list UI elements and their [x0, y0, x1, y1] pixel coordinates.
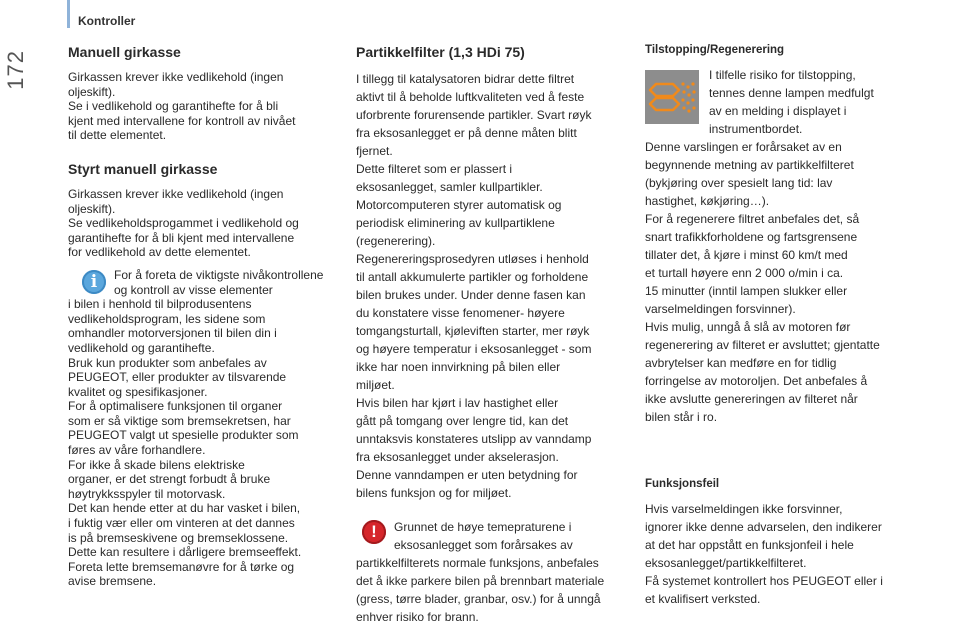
- piloted-gearbox-heading: Styrt manuell girkasse: [68, 160, 218, 177]
- particle-filter-heading: Partikkelfilter (1,3 HDi 75): [356, 44, 525, 60]
- clogging-heading: Tilstopping/Regenerering: [645, 44, 785, 56]
- warning-note-text: Grunnet de høye temepraturene i eksosanlegget som forårsakes av partikkelfilterets normale funksjons, anbefales det å ikke parkere bilen på brennbart materiale (gress, tørre blader, granbar, osv.) for å unngå enhver risiko for brann.: [356, 520, 605, 624]
- piloted-gearbox-text: Girkassen krever ikke vedlikehold (ingen oljeskift). Se vedlikeholdsprogammet i vedlikehold og garantihefte for å bli kjent med intervallene for vedlikehold av dette elementet.: [68, 186, 299, 260]
- section-label: Kontroller: [78, 14, 136, 28]
- lamp-description: I tilfelle risiko for tilstopping, tennes denne lampen medfulgt av en melding i displayet i instrumentbordet.: [709, 68, 874, 136]
- column-gearbox: [68, 40, 346, 589]
- lamp-block: [645, 66, 925, 138]
- column-particle-filter: [356, 40, 628, 626]
- particle-filter-lamp-icon: [645, 70, 699, 124]
- page-number: 172: [3, 50, 28, 90]
- manual-gearbox-heading: Manuell girkasse: [68, 44, 181, 60]
- warning-icon: !: [362, 520, 386, 544]
- info-icon: i: [82, 270, 106, 294]
- info-note: [68, 268, 346, 589]
- section-accent-bar: [67, 0, 70, 28]
- malfunction-heading: Funksjonsfeil: [645, 478, 720, 490]
- particle-filter-text: I tillegg til katalysatoren bidrar dette filtret aktivt til å beholde luftkvaliteten ved å feste uforbrente forurensende partikler. Svart røyk fra eksosanlegget er på denne måten blitt fjernet. Dette filteret som er plassert i eksosanlegget, samler kullpartikler. Motorcomputeren styrer automatisk og periodisk eliminering av kullpartiklene (regenerering). Regenereringsprosedyren utløses i henhold til antall akkumulerte partikler og forholdene bilen brukes under. Under denne fasen kan du konstatere visse fenomener- høyere tomgangsturtall, kjøleviften starter, mer røyk og høyere temperatur i eksosanlegget - som ikke har noen innvirkning på bilen eller miljøet. Hvis bilen har kjørt i lav hastighet eller gått på tomgang over lengre tid, kan det unntaksvis konstateres utslipp av vanndamp fra eksosanlegget under akselerasjon. Denne vanndampen er uten betydning for bilens funksjon og for miljøet.: [356, 72, 592, 500]
- info-note-text: For å foreta de viktigste nivåkontrollene og kontroll av visse elementer i bilen i henhold til bilprodusentens vedlikeholdsprogram, les sidene som omhandler motorversjonen til bilen din i vedlikehold og garantihefte. Bruk kun produkter som anbefales av PEUGEOT, eller produkter av tilsvarende kvalitet og spesifikasjoner. For å optimalisere funksjonen til organer som er så viktige som bremsekretsen, har PEUGEOT valgt ut spesielle produkter som føres av våre forhandlere. For ikke å skade bilens elektriske organer, er det strengt forbudt å bruke høytrykksspyler til motorvask. Det kan hende etter at du har vasket i bilen, i fuktig vær eller om vinteren at det dannes is på bremseskivene og bremseklossene. Dette kan resultere i dårligere bremseeffekt. Foreta lette bremsemanøvre for å tørke og avise bremsene.: [68, 267, 324, 589]
- warning-note: [356, 518, 628, 626]
- clogging-text: Denne varslingen er forårsaket av en begynnende metning av partikkelfilteret (bykjøring over spesielt lang tid: lav hastighet, køkjøring…). For å regenerere filtret anbefales det, så snart trafikkforholdene og fartsgrensene tillater det, å kjøre i minst 60 km/t med et turtall høyere enn 2 000 o/min i ca. 15 minutter (inntil lampen slukker eller varselmeldingen forsvinner). Hvis mulig, unngå å slå av motoren før regenerering av filteret er avsluttet; gjentatte avbrytelser kan medføre en for tidlig forringelse av motoroljen. Det anbefales å ikke avslutte genereringen av filteret når bilen står i ro.: [645, 140, 880, 424]
- manual-gearbox-text: Girkassen krever ikke vedlikehold (ingen oljeskift). Se i vedlikehold og garantihefte for å bli kjent med intervallene for kontroll av nivået til dette elementet.: [68, 70, 296, 143]
- malfunction-text: Hvis varselmeldingen ikke forsvinner, ignorer ikke denne advarselen, den indikerer at det har oppstått en funksjonfeil i hele eksosanlegget/partikkelfilteret. Få systemet kontrollert hos PEUGEOT eller i et kvalifisert verksted.: [645, 502, 883, 606]
- column-regeneration: [645, 40, 925, 608]
